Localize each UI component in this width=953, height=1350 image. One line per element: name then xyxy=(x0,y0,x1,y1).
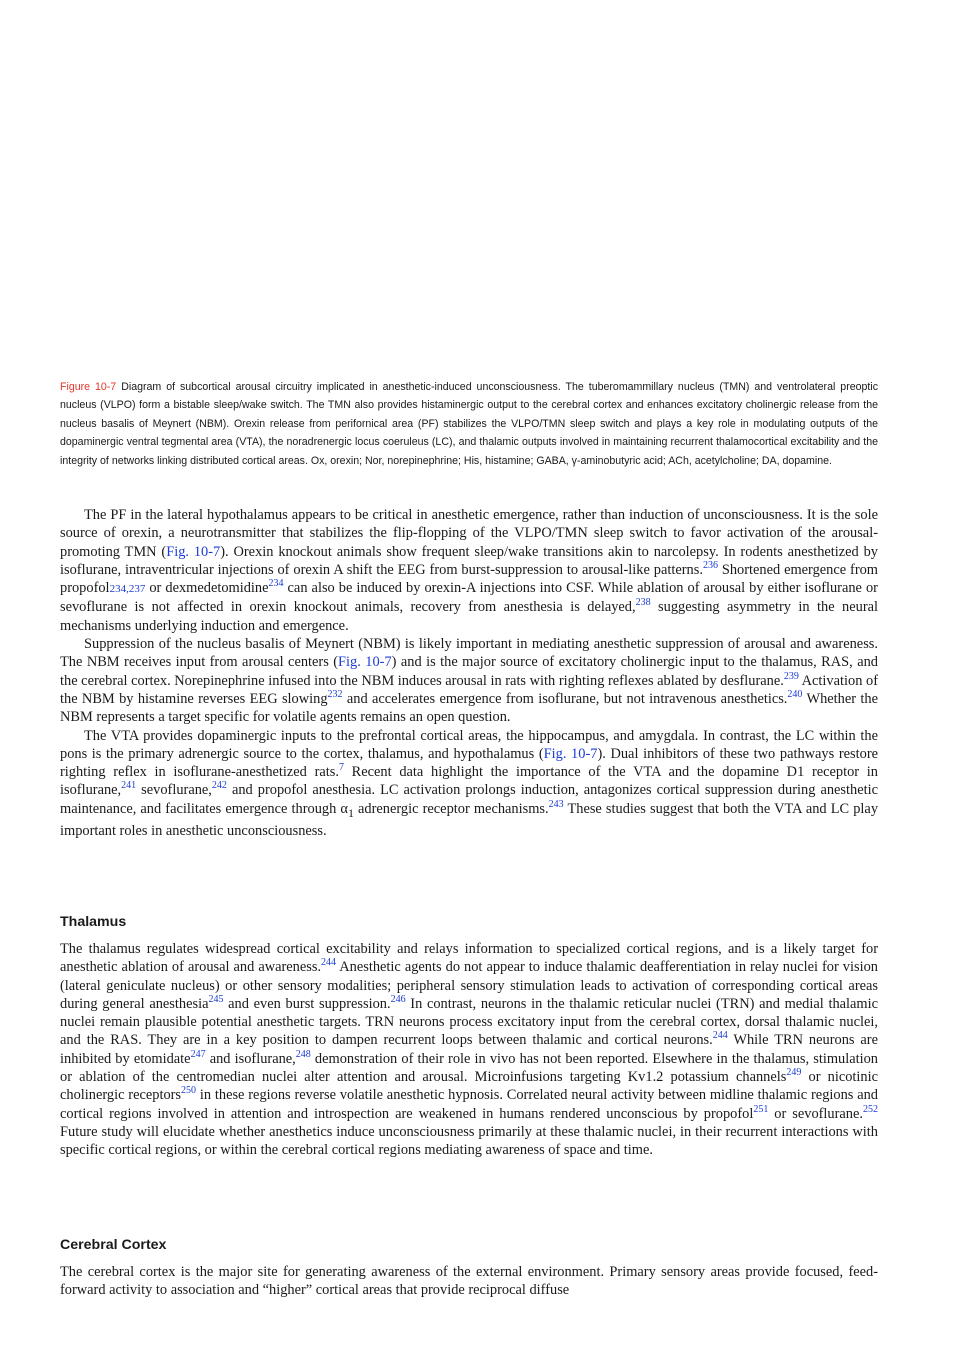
reference-link[interactable]: 234,237 xyxy=(109,583,146,596)
cortex-section-body xyxy=(60,1263,878,1300)
reference-link[interactable]: 252 xyxy=(863,1103,878,1115)
reference-link[interactable]: 7 xyxy=(338,762,344,774)
text-run: or nicotinic cholinergic receptors xyxy=(60,1069,878,1104)
subscript: 1 xyxy=(347,805,354,820)
text-run: suggesting asymmetry in the neural mechanisms underlying induction and emergence. xyxy=(60,599,878,634)
text-run: The thalamus regulates widespread cortical excitability and relays information to specialized cortical regions, and is a likely target for anesthetic ablation of arousal and awareness. xyxy=(60,941,878,976)
text-run: Future study will elucidate whether anesthetics induce unconsciousness primarily at these thalamic nuclei, in their recurrent interactions with specific cortical regions, or within the cerebral cortical regions mediating awareness of space and time. xyxy=(60,1123,878,1159)
text-run: demonstration of their role in vivo has not been reported. Elsewhere in the thalamus, stimulation or ablation of the centromedian nuclei alter attention and arousal. Microinfusions targeting Kv1.2 potassium channels xyxy=(60,1050,878,1086)
text-run: Whether the NBM represents a target specific for volatile agents remains an open question. xyxy=(60,690,878,726)
figure-link[interactable]: Fig. 10-7 xyxy=(338,654,392,671)
figure-caption-text: Diagram of subcortical arousal circuitry implicated in anesthetic-induced unconsciousness. The tuberomammillary nucleus (TMN) and ventrolateral preoptic nucleus (VLPO) form a bistable sleep/wake switch. The TMN also provides histaminergic output to the cerebral cortex and enhances excitatory cholinergic release from the nucleus basalis of Meynert (NBM). Orexin release from perifornical area (PF) stabilizes the VLPO/TMN sleep switch and plays a key role in modulating outputs of the dopaminergic ventral tegmental area (VTA), the noradrenergic locus coeruleus (LC), and thalamic outputs involved in maintaining recurrent thalamocortical excitability and the integrity of networks linking distributed cortical areas. Ox, orexin; Nor, norepinephrine; His, histamine; GABA, γ-aminobutyric acid; ACh, acetylcholine; DA, dopamine. xyxy=(60,381,878,467)
figure-caption xyxy=(60,378,878,470)
text-run: or sevoflurane. xyxy=(768,1105,863,1122)
text-run: Shortened emergence from propofol xyxy=(60,561,879,597)
figure-image-area xyxy=(60,30,878,365)
text-run: and even burst suppression. xyxy=(223,995,391,1012)
text-run: or dexmedetomidine xyxy=(145,580,269,597)
paragraph-thalamus xyxy=(60,940,878,1160)
text-run: and propofol anesthesia. LC activation prolongs induction, antagonizes cortical suppression during anesthetic maintenance, and facilitates emergence through α xyxy=(60,782,878,817)
text-run: ). Orexin knockout animals show frequent sleep/wake transitions akin to narcolepsy. In rodents anesthetized by isoflurane, intraventricular injections of orexin A shift the EEG from burst-suppression to arousal-like patterns. xyxy=(60,543,879,578)
figure-label[interactable]: Figure 10-7 xyxy=(60,381,117,393)
text-run: adrenergic receptor mechanisms. xyxy=(353,800,549,817)
text-run: sevoflurane, xyxy=(136,782,212,799)
text-run: and accelerates emergence from isoflurane, but not intravenous anesthetics. xyxy=(342,690,788,707)
text-run: While TRN neurons are inhibited by etomidate xyxy=(60,1032,878,1067)
reference-link[interactable]: 249 xyxy=(786,1067,802,1079)
reference-link[interactable]: 234 xyxy=(268,578,284,590)
reference-link[interactable]: 248 xyxy=(295,1048,311,1060)
reference-link[interactable]: 245 xyxy=(208,994,224,1006)
text-run: The VTA provides dopaminergic inputs to the prefrontal cortical areas, the hippocampus, and amygdala. In contrast, the LC within the pons is the primary adrenergic source to the cortex, thalamus, and hypothalamus ( xyxy=(60,727,878,762)
figure-link[interactable]: Fig. 10-7 xyxy=(543,745,598,762)
text-run: These studies suggest that both the VTA and LC play important roles in anesthetic unconsciousness. xyxy=(60,800,879,839)
text-run: The PF in the lateral hypothalamus appears to be critical in anesthetic emergence, rather than induction of unconsciousness. It is the sole source of orexin, a neurotransmitter that stabilizes the flip-flopping of the VLPO/TMN sleep switch to favor activation of the arousal-promoting TMN ( xyxy=(60,507,878,560)
paragraph-cortex: The cerebral cortex is the major site for generating awareness of the external environment. Primary sensory areas provide focused, feed-forward activity to association and “higher” cortical areas that provide reciprocal diffuse xyxy=(60,1264,878,1299)
text-run: in these regions reverse volatile anesthetic hypnosis. Correlated neural activity between midline thalamic regions and cortical regions involved in attention and introspection are weakened in humans rendered unconscious by propofol xyxy=(60,1087,878,1122)
reference-link[interactable]: 238 xyxy=(635,597,651,609)
reference-link[interactable]: 243 xyxy=(548,798,564,810)
text-run: Activation of the NBM by histamine reverses EEG slowing xyxy=(60,672,878,707)
arousal-section-body xyxy=(60,506,878,840)
reference-link[interactable]: 244 xyxy=(321,957,337,969)
reference-link[interactable]: 239 xyxy=(783,670,799,682)
text-run: Suppression of the nucleus basalis of Meynert (NBM) is likely important in mediating anesthetic suppression of arousal and awareness. The NBM receives input from arousal centers ( xyxy=(60,636,878,671)
reference-link[interactable]: 242 xyxy=(211,780,227,792)
reference-link[interactable]: 246 xyxy=(390,994,406,1006)
section-heading-cerebral-cortex: Cerebral Cortex xyxy=(60,1237,167,1253)
reference-link[interactable]: 244 xyxy=(712,1030,728,1042)
paragraph-pf xyxy=(60,506,878,635)
thalamus-section-body xyxy=(60,940,878,1160)
paragraph-nbm xyxy=(60,635,878,726)
text-run: Anesthetic agents do not appear to induce thalamic deafferentiation in relay nuclei for vision (lateral geniculate nucleus) or other sensory modalities; peripheral sensory stimulation leads to activation of corresponding cortical areas during general anesthesia xyxy=(60,959,878,1012)
reference-link[interactable]: 240 xyxy=(787,689,803,701)
reference-link[interactable]: 236 xyxy=(702,560,718,572)
reference-link[interactable]: 232 xyxy=(327,689,343,701)
text-run: In contrast, neurons in the thalamic reticular nuclei (TRN) and medial thalamic nuclei remain plausible potential anesthetic targets. TRN neurons process excitatory input from the cerebral cortex, dorsal thalamic nuclei, and the RAS. They are in a key position to dampen recurrent loops between thalamic and cortical neurons. xyxy=(60,995,879,1049)
text-run: ) and is the major source of excitatory cholinergic input to the thalamus, RAS, and the cerebral cortex. Norepinephrine infused into the NBM induces arousal in rats with righting reflexes ablated by desflurane. xyxy=(60,654,878,689)
section-heading-thalamus: Thalamus xyxy=(60,914,127,930)
text-run: ). Dual inhibitors of these two pathways restore righting reflex in isoflurane-anesthetized rats. xyxy=(60,745,879,781)
text-run: can also be induced by orexin-A injections into CSF. While ablation of arousal by either isoflurane or sevoflurane is not affected in orexin knockout animals, recovery from anesthesia is delayed, xyxy=(60,580,878,616)
reference-link[interactable]: 250 xyxy=(181,1085,197,1097)
paragraph-vta xyxy=(60,727,878,841)
reference-link[interactable]: 247 xyxy=(190,1048,206,1060)
text-run: Recent data highlight the importance of the VTA and the dopamine D1 receptor in isoflurane, xyxy=(60,764,879,799)
text-run: and isoflurane, xyxy=(205,1050,296,1067)
reference-link[interactable]: 251 xyxy=(753,1103,769,1115)
figure-link[interactable]: Fig. 10-7 xyxy=(166,543,221,560)
reference-link[interactable]: 241 xyxy=(121,780,137,792)
